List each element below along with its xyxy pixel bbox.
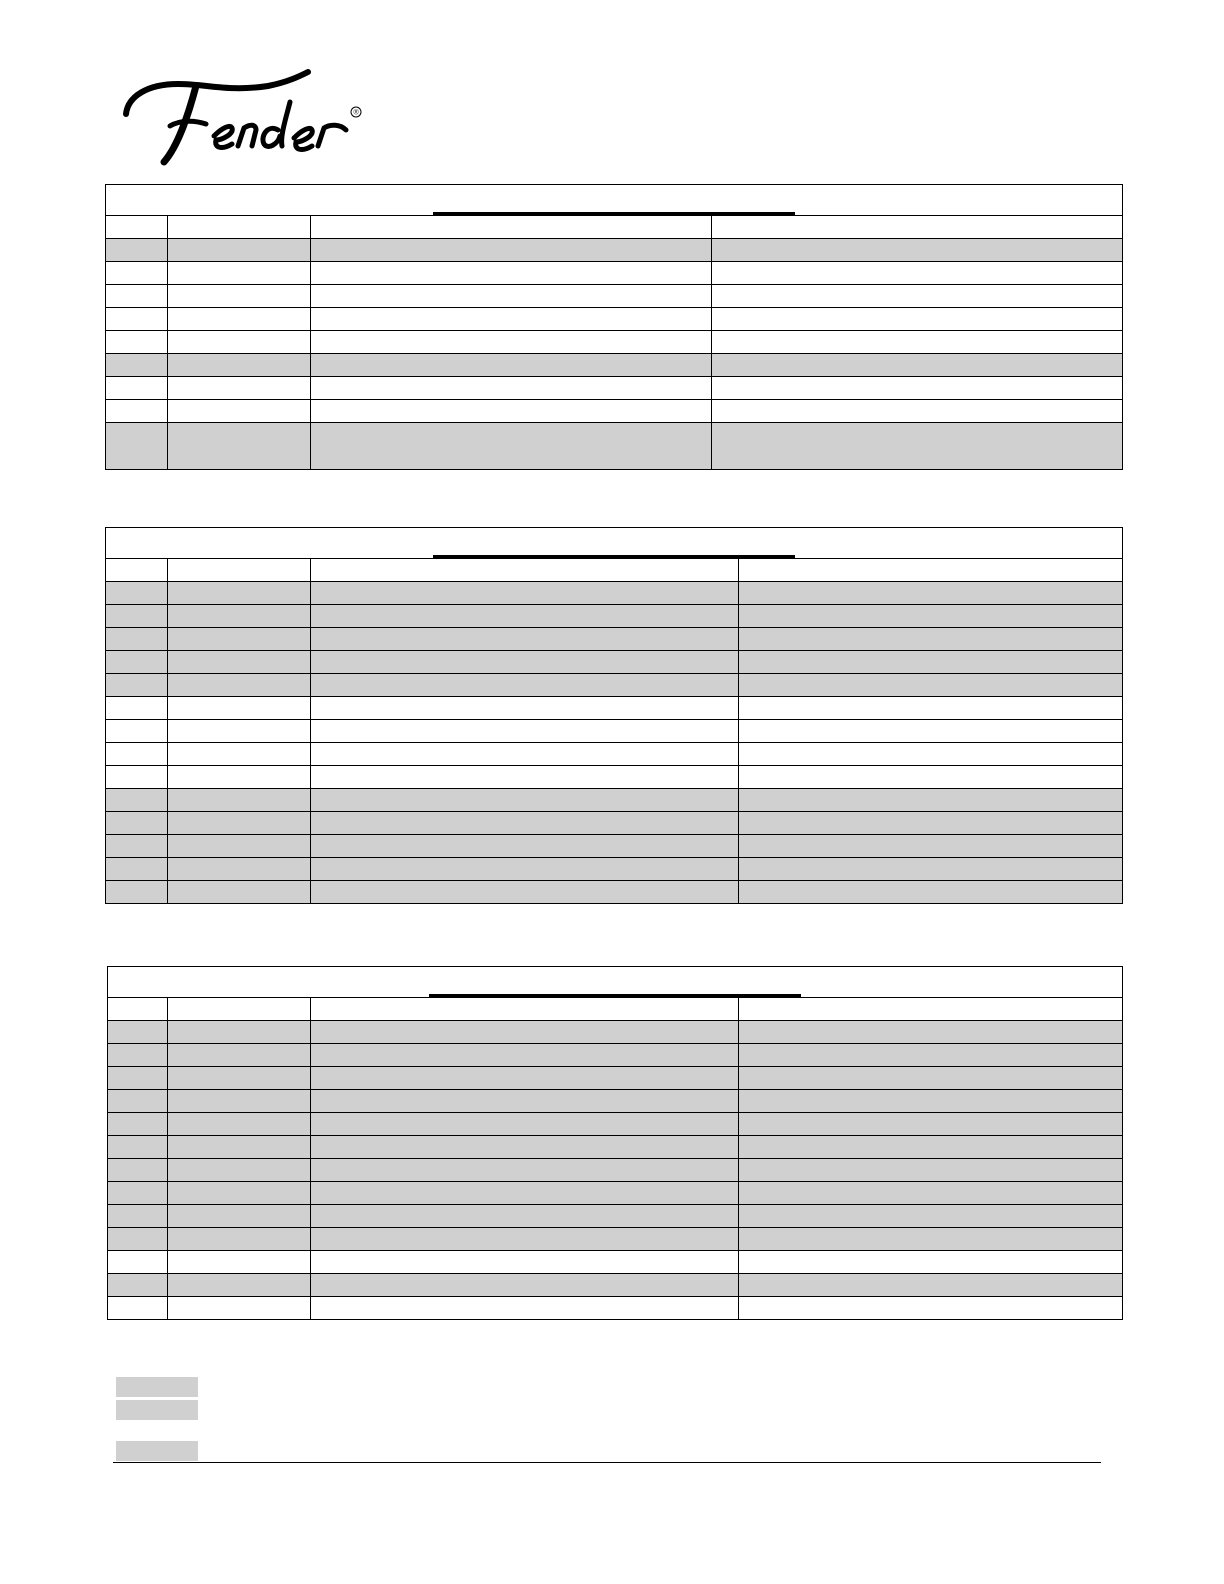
table-row <box>106 262 1123 285</box>
table-row <box>108 1182 1123 1205</box>
table-row <box>108 1136 1123 1159</box>
table-row <box>106 423 1123 470</box>
table-row <box>106 216 1123 239</box>
table-3-title <box>108 967 1123 998</box>
table-row <box>106 789 1123 812</box>
table-row <box>106 697 1123 720</box>
table-row <box>106 582 1123 605</box>
table-1-title <box>106 185 1123 216</box>
table-row <box>108 1090 1123 1113</box>
table-3 <box>107 966 1123 1320</box>
table-row <box>106 559 1123 582</box>
table-row <box>108 1251 1123 1274</box>
table-row <box>106 674 1123 697</box>
title-underline <box>433 555 795 558</box>
table-row <box>106 881 1123 904</box>
table-row <box>108 1159 1123 1182</box>
table-row <box>106 766 1123 789</box>
table-row <box>106 377 1123 400</box>
table-row <box>106 628 1123 651</box>
table-row <box>106 605 1123 628</box>
table-row <box>106 285 1123 308</box>
table-row <box>108 1044 1123 1067</box>
table-row <box>108 1067 1123 1090</box>
table-2-title <box>106 528 1123 559</box>
table-row <box>108 1205 1123 1228</box>
legend-swatch <box>116 1440 198 1461</box>
table-row <box>108 1297 1123 1320</box>
title-underline <box>429 994 801 997</box>
table-row <box>106 651 1123 674</box>
legend-swatch <box>116 1399 198 1420</box>
table-row <box>108 1274 1123 1297</box>
table-row <box>108 1228 1123 1251</box>
table-row <box>108 1021 1123 1044</box>
table-row <box>106 239 1123 262</box>
table-row <box>106 812 1123 835</box>
fender-logo <box>118 66 368 170</box>
table-row <box>106 308 1123 331</box>
table-row <box>106 743 1123 766</box>
title-underline <box>433 212 795 215</box>
table-row <box>106 858 1123 881</box>
table-2 <box>105 527 1123 904</box>
table-row <box>106 400 1123 423</box>
table-row <box>108 1113 1123 1136</box>
registered-mark: ® <box>353 109 359 117</box>
footer-rule <box>113 1462 1101 1463</box>
table-row <box>106 331 1123 354</box>
table-row <box>106 835 1123 858</box>
table-row <box>106 354 1123 377</box>
table-row <box>106 720 1123 743</box>
table-row <box>108 998 1123 1021</box>
table-1 <box>105 184 1123 470</box>
legend-swatch <box>116 1376 198 1397</box>
